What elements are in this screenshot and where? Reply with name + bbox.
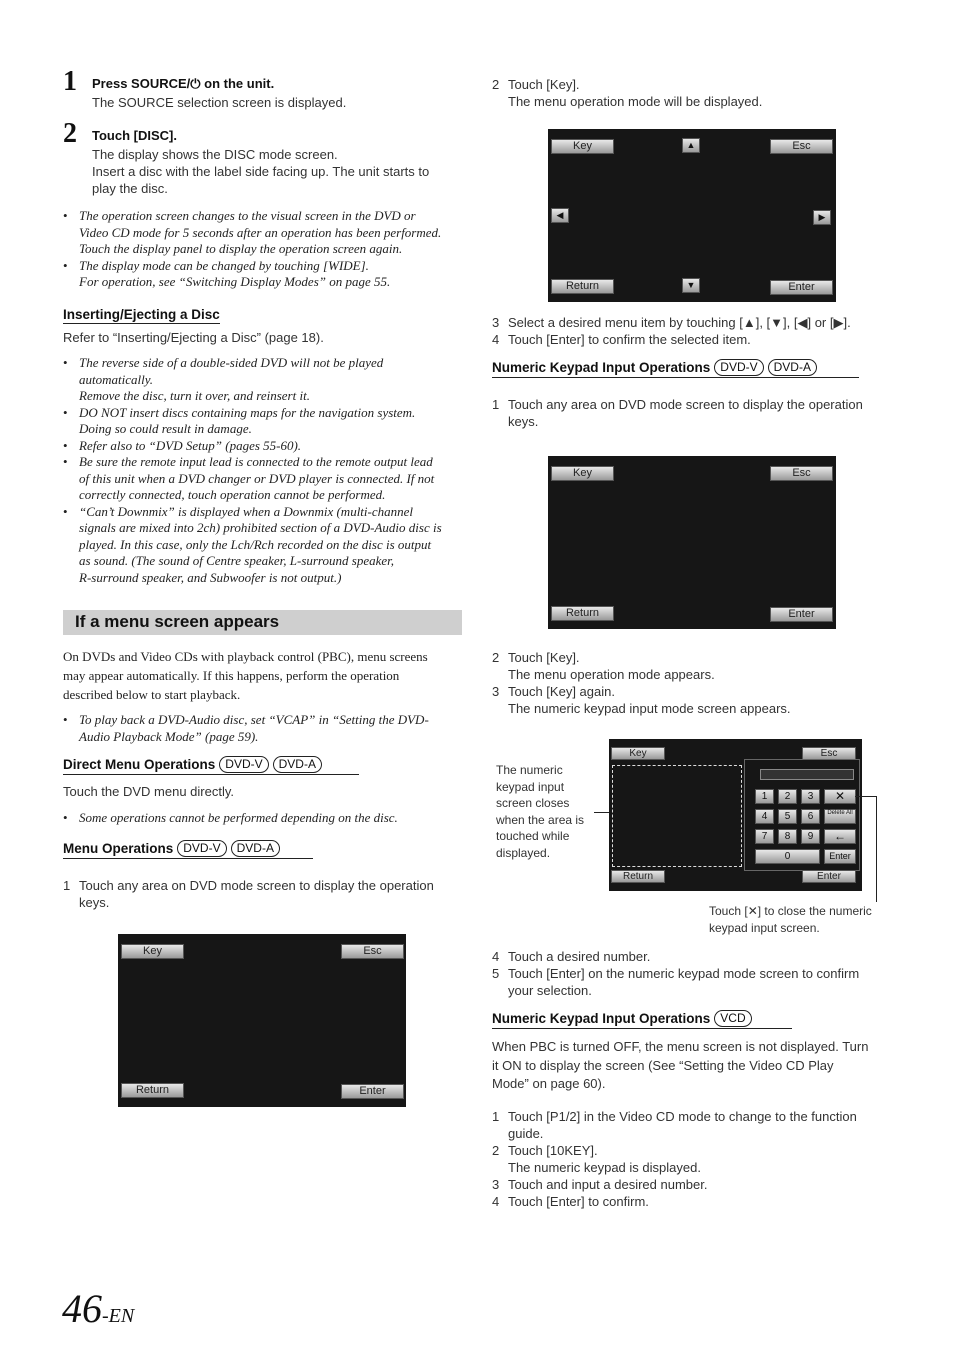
step-text: The display shows the DISC mode screen. Insert a disc with the label side facing up. The unit starts to play the disc. [92, 147, 430, 196]
operation-keys-screen[interactable] [548, 456, 836, 629]
list-item: 2 Touch [Key]. The menu operation mode appears. [492, 650, 715, 682]
step-title: Touch [DISC]. [92, 128, 177, 143]
esc-button[interactable]: Esc [770, 466, 833, 481]
close-icon[interactable]: ✕ [824, 789, 856, 804]
key-8[interactable]: 8 [778, 829, 797, 844]
list-item: 3 Select a desired menu item by touching [▲], [▼], [◀] or [▶]. [492, 315, 851, 330]
notes-list [63, 355, 468, 586]
key-0[interactable]: 0 [755, 849, 820, 864]
key-7[interactable]: 7 [755, 829, 774, 844]
key-button[interactable]: Key [551, 139, 614, 154]
body-text: Refer to “Inserting/Ejecting a Disc” (page 18). [63, 330, 324, 345]
esc-button[interactable]: Esc [770, 139, 833, 154]
return-button[interactable]: Return [551, 606, 614, 621]
note-item: • Refer also to “DVD Setup” (pages 55-60). [63, 438, 468, 455]
body-text: Touch the DVD menu directly. [63, 784, 234, 799]
note-item: • DO NOT insert discs containing maps for the navigation system. Doing so could result in damage. [63, 405, 468, 438]
section-heading: Numeric Keypad Input Operations DVD-V DVD-A [492, 359, 859, 378]
numbered-list [492, 948, 897, 999]
left-arrow-icon[interactable]: ◀ [551, 208, 569, 223]
keypad-display [760, 769, 854, 780]
body-text: When PBC is turned OFF, the menu screen is not displayed. Turn it ON to display the screen (See “Setting the Video CD Play Mode” on page 60). [492, 1039, 869, 1091]
backspace-icon[interactable]: ← [824, 829, 856, 844]
section-body: On DVDs and Video CDs with playback control (PBC), menu screens may appear automatically. If this happens, perform the operation described below to start playback. [63, 649, 428, 702]
key-5[interactable]: 5 [778, 809, 797, 824]
callout-line [855, 796, 876, 797]
note-item: • The display mode can be changed by touching [WIDE]. For operation, see “Switching Display Modes” on page 55. [63, 258, 468, 291]
callout-line [876, 796, 877, 902]
badge: DVD-V [177, 840, 226, 857]
badge: DVD-A [273, 756, 322, 773]
menu-screen[interactable] [118, 934, 406, 1107]
notes-list [63, 208, 468, 291]
numbered-list [63, 877, 468, 911]
down-arrow-icon[interactable]: ▼ [682, 278, 700, 293]
esc-button[interactable]: Esc [802, 747, 856, 760]
enter-button[interactable]: Enter [770, 607, 833, 622]
list-item: 1 Touch any area on DVD mode screen to display the operation keys. [63, 878, 434, 910]
key-button[interactable]: Key [551, 466, 614, 481]
menu-operation-screen[interactable] [548, 129, 836, 302]
keypad-panel [744, 759, 860, 871]
list-item: 4 Touch [Enter] to confirm. [492, 1194, 649, 1209]
numeric-keypad-screen[interactable] [609, 739, 862, 891]
close-area[interactable] [612, 765, 742, 867]
keypad-enter-button[interactable]: Enter [824, 849, 856, 864]
numbered-list [492, 76, 892, 110]
key-9[interactable]: 9 [801, 829, 820, 844]
return-button[interactable]: Return [551, 279, 614, 294]
enter-button[interactable]: Enter [341, 1084, 404, 1099]
list-item: 3 Touch [Key] again. The numeric keypad input mode screen appears. [492, 684, 791, 716]
badge: DVD-V [219, 756, 268, 773]
list-item: 1 Touch [P1/2] in the Video CD mode to change to the function guide. [492, 1109, 857, 1141]
numbered-list [492, 649, 897, 717]
note-item: • “Can’t Downmix” is displayed when a Downmix (multi-channel signals are mixed into 2ch) prohibited section of a DVD-Audio disc is played. In this case, only the Lch/Rch recorded on the disc is output as sound. (The sound of Centre speaker, L-surround speaker, R-surround speaker, and Subwoofer is not output.) [63, 504, 468, 587]
note-item: • To play back a DVD-Audio disc, set “VCAP” in “Setting the DVD- Audio Playback Mode” (page 59). [63, 712, 468, 745]
note-item: • Some operations cannot be performed depending on the disc. [63, 810, 468, 827]
section-title-bar: If a menu screen appears [63, 610, 462, 635]
key-3[interactable]: 3 [801, 789, 820, 804]
page-number: 46-EN [62, 1286, 135, 1331]
section-heading: Menu Operations DVD-V DVD-A [63, 840, 313, 859]
list-item: 2 Touch [Key]. The menu operation mode will be displayed. [492, 77, 763, 109]
list-item: 1 Touch any area on DVD mode screen to display the operation keys. [492, 397, 863, 429]
return-button[interactable]: Return [121, 1083, 184, 1098]
badge: DVD-A [768, 359, 817, 376]
section-heading: Inserting/Ejecting a Disc [63, 307, 220, 322]
right-arrow-icon[interactable]: ▶ [813, 210, 831, 225]
return-button[interactable]: Return [611, 870, 665, 883]
list-item: 4 Touch [Enter] to confirm the selected item. [492, 332, 751, 347]
numbered-list [492, 396, 897, 430]
step-number: 1 [63, 66, 77, 97]
key-button[interactable]: Key [611, 747, 665, 760]
note-item: • The reverse side of a double-sided DVD will not be played automatically. Remove the disc, turn it over, and reinsert it. [63, 355, 468, 405]
key-1[interactable]: 1 [755, 789, 774, 804]
notes-list [63, 810, 468, 827]
numbered-list [492, 1108, 897, 1210]
key-6[interactable]: 6 [801, 809, 820, 824]
badge: DVD-V [714, 359, 763, 376]
esc-button[interactable]: Esc [341, 944, 404, 959]
numbered-list [492, 314, 902, 348]
enter-button[interactable]: Enter [770, 280, 833, 295]
list-item: 3 Touch and input a desired number. [492, 1177, 708, 1192]
callout-text: The numeric keypad input screen closes when the area is touched while displayed. [496, 763, 585, 860]
up-arrow-icon[interactable]: ▲ [682, 138, 700, 153]
step-text: The SOURCE selection screen is displayed. [92, 95, 347, 110]
step-title: Press SOURCE/⏻ on the unit. [92, 76, 275, 91]
key-button[interactable]: Key [121, 944, 184, 959]
note-item: • The operation screen changes to the visual screen in the DVD or Video CD mode for 5 seconds after an operation has been performed. Touch the display panel to display the operation screen again. [63, 208, 468, 258]
list-item: 2 Touch [10KEY]. The numeric keypad is displayed. [492, 1143, 701, 1175]
step-number: 2 [63, 118, 77, 149]
section-heading: Direct Menu Operations DVD-V DVD-A [63, 756, 359, 775]
key-2[interactable]: 2 [778, 789, 797, 804]
enter-button[interactable]: Enter [802, 870, 856, 883]
notes-list [63, 712, 468, 745]
note-item: • Be sure the remote input lead is connected to the remote output lead of this unit when a DVD changer or DVD player is connected. If not correctly connected, touch operation cannot be performed. [63, 454, 468, 504]
badge: DVD-A [231, 840, 280, 857]
key-4[interactable]: 4 [755, 809, 774, 824]
list-item: 4 Touch a desired number. [492, 949, 651, 964]
list-item: 5 Touch [Enter] on the numeric keypad mode screen to confirm your selection. [492, 966, 860, 998]
delete-all-button[interactable]: Delete All [824, 809, 856, 824]
badge: VCD [714, 1010, 751, 1027]
callout-text: Touch [✕] to close the numeric keypad input screen. [709, 904, 872, 935]
section-heading: Numeric Keypad Input Operations VCD [492, 1010, 792, 1029]
